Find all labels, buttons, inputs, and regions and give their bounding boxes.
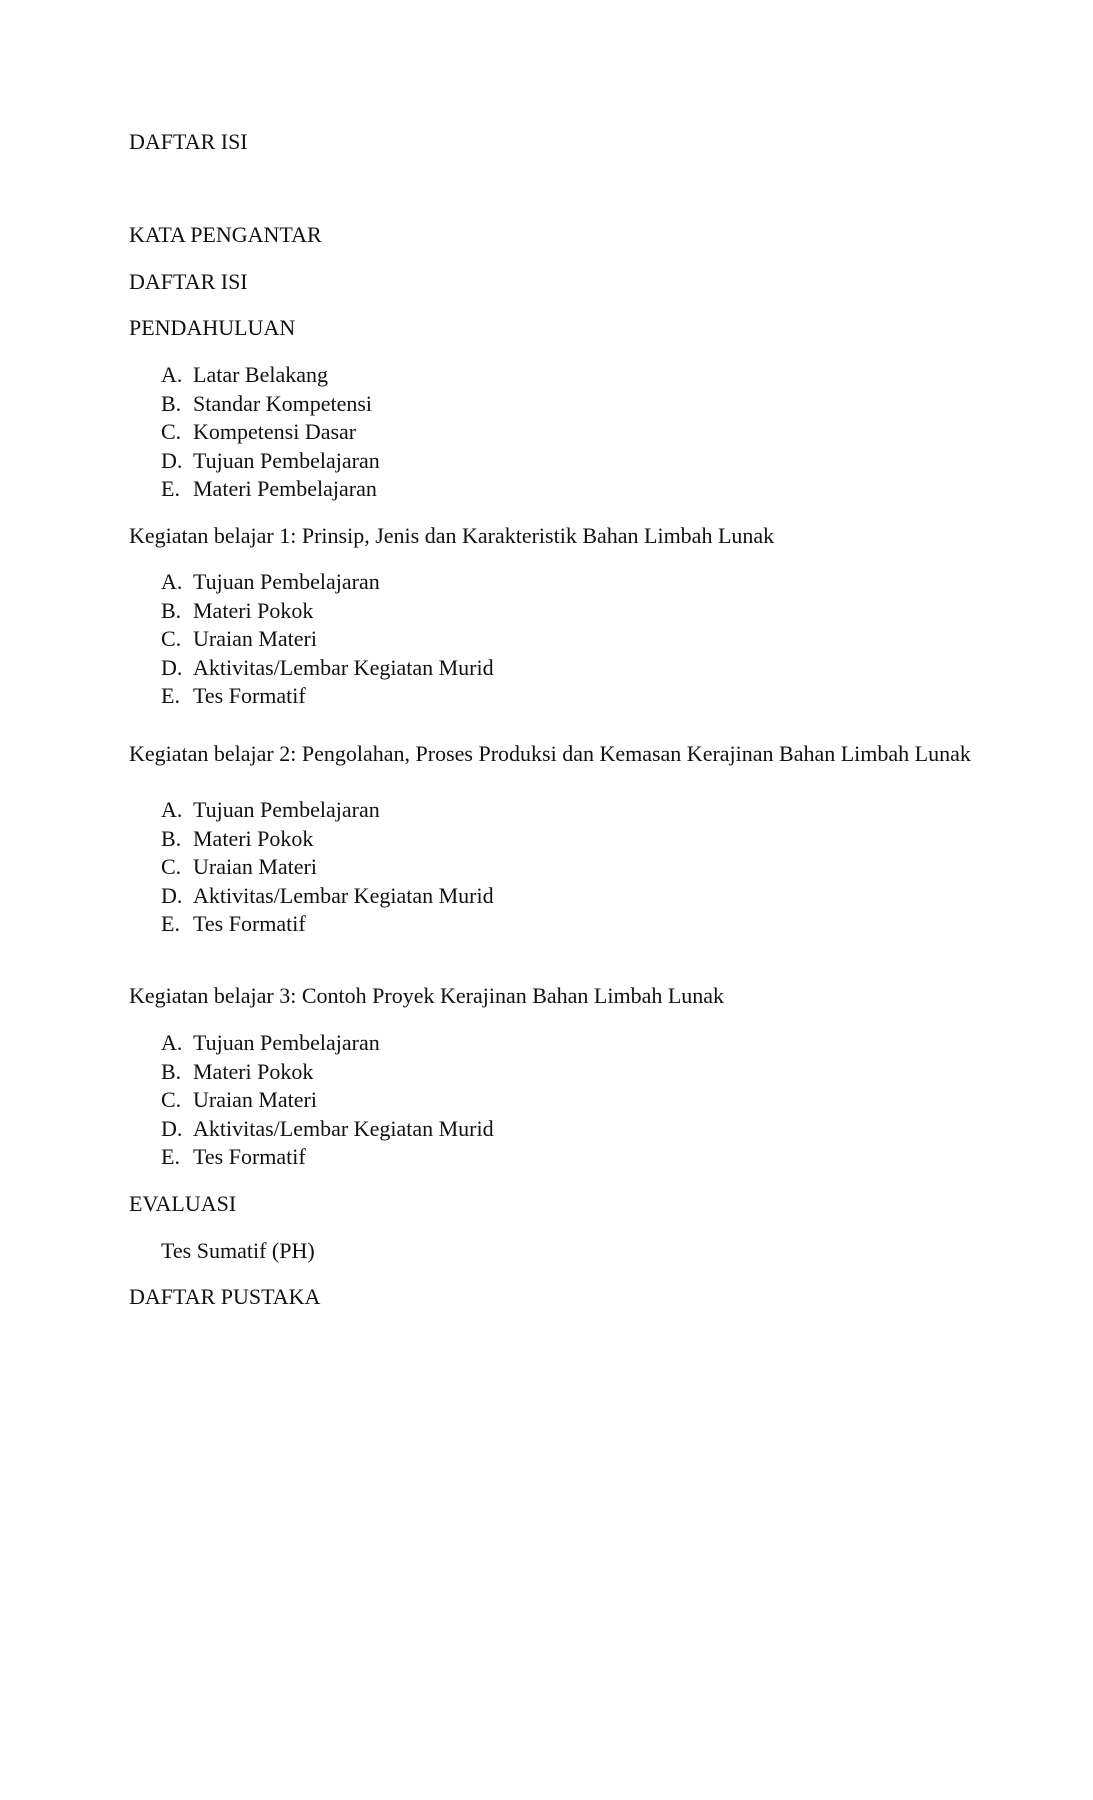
toc-daftar-isi: DAFTAR ISI	[129, 269, 248, 294]
list-marker: D.	[161, 882, 183, 908]
list-item-label: Tujuan Pembelajaran	[193, 569, 380, 594]
list-item	[161, 475, 380, 504]
list-item	[161, 1058, 494, 1087]
list-item-label: Uraian Materi	[193, 854, 317, 879]
list-marker: C.	[161, 626, 182, 651]
list-item	[161, 654, 494, 683]
list-marker: A.	[161, 1030, 183, 1055]
list-item	[161, 853, 494, 882]
list-item	[161, 625, 494, 654]
list-item	[161, 1029, 494, 1058]
list-item	[161, 418, 380, 447]
list-item-label: Aktivitas/Lembar Kegiatan Murid	[193, 1115, 494, 1141]
list-marker: D.	[161, 447, 183, 473]
list-marker: A.	[161, 569, 183, 594]
toc-kb2-heading: Kegiatan belajar 2: Pengolahan, Proses Produksi dan Kemasan Kerajinan Bahan Limbah Lunak	[129, 741, 971, 766]
list-marker: D.	[161, 1115, 183, 1141]
toc-kb1-list	[161, 568, 494, 711]
list-item-label: Tes Formatif	[193, 683, 306, 708]
list-item-label: Tes Formatif	[193, 1144, 306, 1169]
toc-daftar-pustaka: DAFTAR PUSTAKA	[129, 1284, 321, 1309]
list-item-label: Tujuan Pembelajaran	[193, 447, 380, 473]
list-item-label: Tujuan Pembelajaran	[193, 797, 380, 822]
toc-evaluasi-item: Tes Sumatif (PH)	[161, 1238, 315, 1263]
list-marker: A.	[161, 362, 183, 387]
list-item	[161, 1086, 494, 1115]
list-item-label: Standar Kompetensi	[193, 390, 373, 416]
toc-pendahuluan-heading: PENDAHULUAN	[129, 315, 296, 340]
toc-pendahuluan-list	[161, 361, 380, 504]
list-item	[161, 390, 380, 419]
toc-kb1-heading: Kegiatan belajar 1: Prinsip, Jenis dan Karakteristik Bahan Limbah Lunak	[129, 523, 775, 548]
list-item	[161, 796, 494, 825]
list-marker: B.	[161, 597, 182, 623]
list-item-label: Materi Pokok	[193, 825, 314, 851]
list-marker: C.	[161, 419, 182, 444]
list-marker: B.	[161, 1058, 182, 1084]
list-item	[161, 682, 494, 711]
toc-kb3-heading: Kegiatan belajar 3: Contoh Proyek Kerajinan Bahan Limbah Lunak	[129, 983, 725, 1008]
list-item	[161, 910, 494, 939]
toc-evaluasi-heading: EVALUASI	[129, 1191, 237, 1216]
list-item-label: Materi Pokok	[193, 1058, 314, 1084]
list-marker: E.	[161, 683, 180, 708]
list-marker: C.	[161, 1087, 182, 1112]
list-item-label: Aktivitas/Lembar Kegiatan Murid	[193, 654, 494, 680]
list-item-label: Aktivitas/Lembar Kegiatan Murid	[193, 882, 494, 908]
list-item	[161, 1143, 494, 1172]
list-item	[161, 361, 380, 390]
list-item	[161, 825, 494, 854]
list-marker: D.	[161, 654, 183, 680]
toc-kb3-list	[161, 1029, 494, 1172]
toc-kata-pengantar: KATA PENGANTAR	[129, 222, 322, 247]
list-item-label: Materi Pokok	[193, 597, 314, 623]
list-marker: A.	[161, 797, 183, 822]
list-marker: E.	[161, 476, 180, 501]
list-item-label: Tujuan Pembelajaran	[193, 1030, 380, 1055]
toc-kb2-list	[161, 796, 494, 939]
list-item	[161, 568, 494, 597]
list-marker: C.	[161, 854, 182, 879]
list-item-label: Latar Belakang	[193, 362, 328, 387]
list-marker: E.	[161, 1144, 180, 1169]
list-item	[161, 447, 380, 476]
list-item-label: Kompetensi Dasar	[193, 419, 357, 444]
list-item	[161, 1115, 494, 1144]
list-marker: E.	[161, 911, 180, 936]
list-item-label: Materi Pembelajaran	[193, 476, 377, 501]
page-title: DAFTAR ISI	[129, 129, 248, 154]
list-marker: B.	[161, 825, 182, 851]
list-item	[161, 597, 494, 626]
list-item	[161, 882, 494, 911]
list-item-label: Tes Formatif	[193, 911, 306, 936]
list-item-label: Uraian Materi	[193, 626, 317, 651]
list-marker: B.	[161, 390, 182, 416]
list-item-label: Uraian Materi	[193, 1087, 317, 1112]
